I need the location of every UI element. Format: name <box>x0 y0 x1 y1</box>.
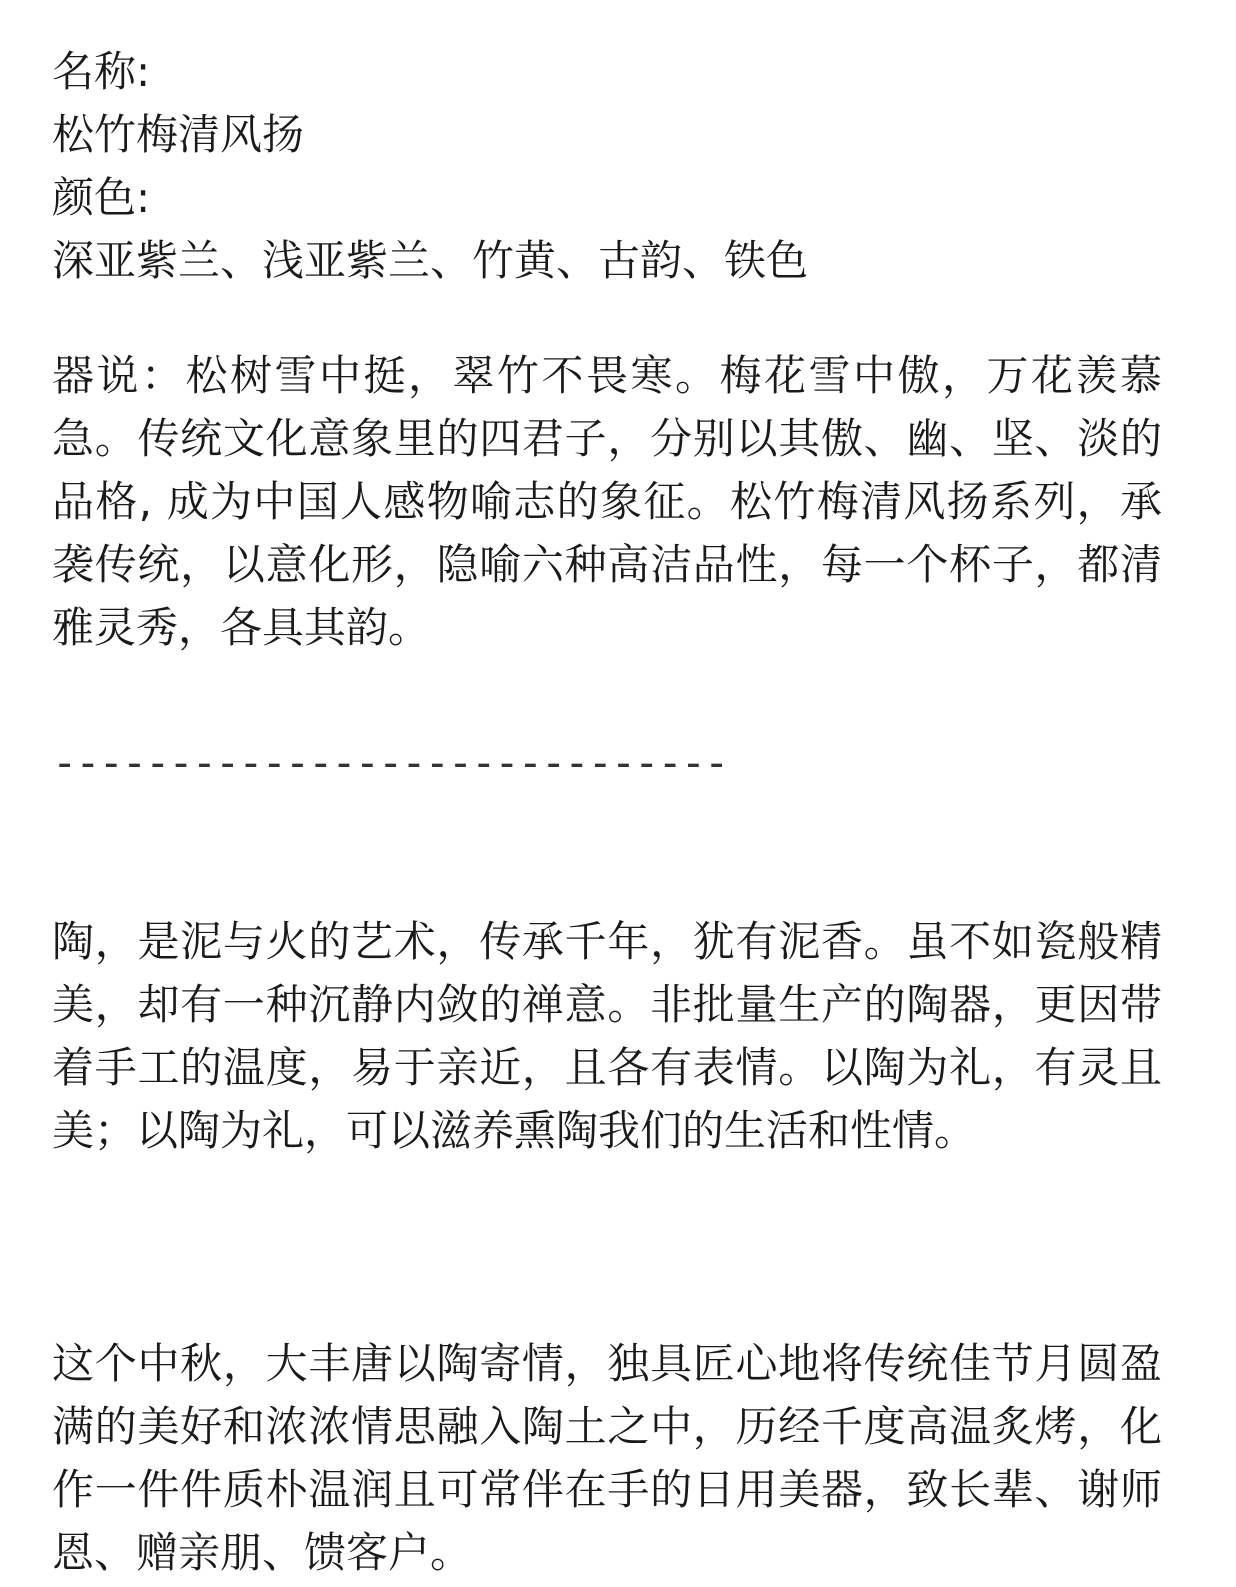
mid-autumn-paragraph: 这个中秋，大丰唐以陶寄情，独具匠心地将传统佳节月圆盈满的美好和浓浓情思融入陶土之中，历经千度高温炙烤，化作一件件质朴温润且可常伴在手的日用美器，致长辈、谢师恩、赠亲朋、馈客户。 <box>52 1339 1162 1577</box>
spacer <box>52 659 1162 731</box>
name-value: 松竹梅清风扬 <box>52 110 305 159</box>
description-paragraph: 器说：松树雪中挺，翠竹不畏寒。梅花雪中傲，万花羡慕急。传统文化意象里的四君子，分别以其傲、幽、坚、淡的品格, 成为中国人感物喻志的象征。松竹梅清风扬系列，承袭传统，以意化形，隐喻六种高洁品性，每一个杯子，都清雅灵秀，各具其韵。 <box>52 351 1162 652</box>
spacer <box>52 1162 1162 1332</box>
color-label: 颜色: <box>52 173 151 222</box>
dashed-divider: ----------------------------- <box>52 738 728 787</box>
pottery-paragraph: 陶，是泥与火的艺术，传承千年，犹有泥香。虽不如瓷般精美，却有一种沉静内敛的禅意。非批量生产的陶器，更因带着手工的温度，易于亲近，且各有表情。以陶为礼，有灵且美；以陶为礼，可以滋养熏陶我们的生活和性情。 <box>52 917 1162 1155</box>
spacer <box>52 292 1162 344</box>
name-label: 名称: <box>52 47 151 96</box>
color-value: 深亚紫兰、浅亚紫兰、竹黄、古韵、铁色 <box>52 236 809 285</box>
document-body <box>52 40 1162 1584</box>
spacer <box>52 794 1162 910</box>
